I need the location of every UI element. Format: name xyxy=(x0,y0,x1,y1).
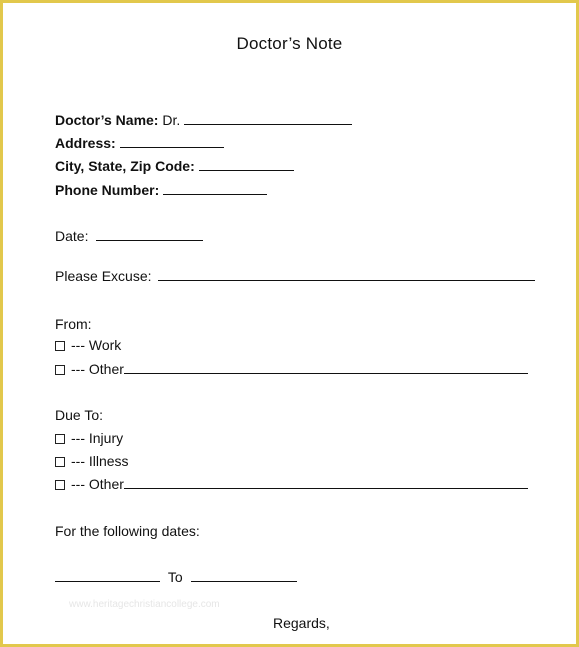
date-row xyxy=(55,228,203,244)
due-option-injury[interactable] xyxy=(55,430,123,446)
date-label: Date: xyxy=(55,228,89,244)
city-state-zip-row xyxy=(55,158,294,174)
following-dates-label: For the following dates: xyxy=(55,523,200,539)
date-field[interactable] xyxy=(96,230,203,241)
doctor-name-row xyxy=(55,112,352,128)
doctor-name-label: Doctor’s Name: xyxy=(55,112,159,128)
option-label: --- Other xyxy=(71,361,124,377)
end-date-field[interactable] xyxy=(191,571,297,582)
date-range-row xyxy=(55,569,297,585)
doctor-name-field[interactable] xyxy=(184,114,352,125)
to-label: To xyxy=(167,569,183,585)
phone-field[interactable] xyxy=(163,184,267,195)
checkbox[interactable] xyxy=(55,434,65,444)
excuse-label: Please Excuse: xyxy=(55,268,152,284)
city-state-zip-label: City, State, Zip Code: xyxy=(55,158,195,174)
address-row xyxy=(55,135,224,151)
due-other-field[interactable] xyxy=(124,478,528,489)
option-label: --- Injury xyxy=(71,430,124,446)
watermark: www.heritagechristiancollege.com xyxy=(69,599,220,610)
excuse-field[interactable] xyxy=(158,270,535,281)
from-option-other[interactable] xyxy=(55,361,528,377)
due-to-label: Due To: xyxy=(55,407,103,423)
doctor-prefix: Dr. xyxy=(162,112,181,128)
phone-label: Phone Number: xyxy=(55,182,160,198)
from-other-field[interactable] xyxy=(124,363,528,374)
excuse-row xyxy=(55,268,535,284)
from-option-work[interactable] xyxy=(55,337,121,353)
phone-row xyxy=(55,182,267,198)
checkbox[interactable] xyxy=(55,341,65,351)
due-option-other[interactable] xyxy=(55,476,528,492)
start-date-field[interactable] xyxy=(55,571,160,582)
address-label: Address: xyxy=(55,135,116,151)
regards-text: Regards, xyxy=(273,615,330,631)
option-label: --- Other xyxy=(71,476,124,492)
from-label: From: xyxy=(55,316,92,332)
option-label: --- Work xyxy=(71,337,122,353)
address-field[interactable] xyxy=(120,137,224,148)
checkbox[interactable] xyxy=(55,457,65,467)
document-title: Doctor’s Note xyxy=(236,34,343,53)
checkbox[interactable] xyxy=(55,480,65,490)
due-option-illness[interactable] xyxy=(55,453,129,469)
checkbox[interactable] xyxy=(55,365,65,375)
option-label: --- Illness xyxy=(71,453,129,469)
city-state-zip-field[interactable] xyxy=(199,160,294,171)
